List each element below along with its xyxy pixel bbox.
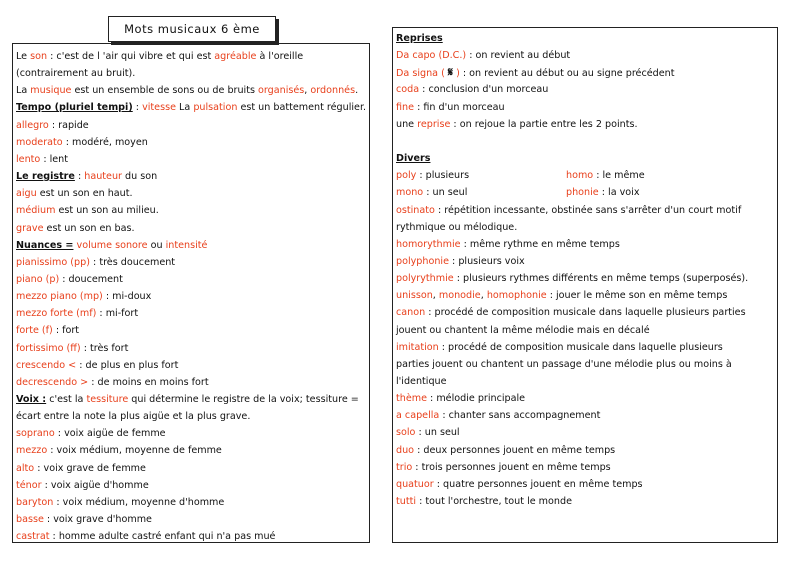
text-line — [396, 116, 638, 133]
term: reprise — [417, 118, 451, 130]
text-line — [396, 424, 460, 441]
term: musique — [30, 85, 72, 97]
text-line — [16, 408, 250, 425]
text-segment: : même rythme en même temps — [460, 238, 620, 250]
text-segment: : lent — [40, 153, 69, 165]
text-segment: : — [74, 171, 85, 183]
term: médium — [16, 205, 56, 217]
term: fortissimo (ff) — [16, 342, 81, 354]
text-line — [16, 460, 146, 477]
text-segment: (contrairement au bruit). — [16, 68, 136, 80]
text-segment: : fort — [52, 325, 80, 337]
text-line — [396, 81, 548, 98]
text-segment: : on rejoue la partie entre les 2 points. — [450, 118, 638, 130]
text-segment: : le même — [593, 170, 645, 182]
text-segment: , — [304, 85, 311, 97]
text-segment: : trois personnes jouent en même temps — [412, 461, 611, 473]
text-line — [396, 253, 525, 270]
term: mezzo piano (mp) — [16, 291, 103, 303]
text-segment: : rapide — [48, 119, 89, 131]
section-heading: Divers — [396, 153, 431, 165]
text-segment: : voix médium, moyenne de femme — [47, 445, 222, 457]
text-segment: l'identique — [396, 376, 447, 387]
text-line — [16, 391, 359, 408]
term: solo — [396, 427, 416, 439]
text-line — [16, 151, 68, 168]
text-segment: jouent ou chantent la même mélodie mais en décalé — [396, 324, 650, 336]
term: duo — [396, 444, 415, 456]
term: homorythmie — [396, 238, 461, 250]
text-segment: : chanter sans accompagnement — [439, 410, 601, 422]
text-line — [16, 65, 135, 82]
text-segment: est un battement régulier. — [237, 102, 367, 114]
text-line — [396, 476, 643, 493]
text-line — [16, 237, 207, 254]
term: ) — [453, 68, 460, 80]
segno-icon: 𝄋 — [447, 65, 454, 80]
term: crescendo < — [16, 359, 77, 371]
right-column — [392, 27, 778, 543]
text-line — [396, 287, 727, 304]
text-segment: : voix médium, moyenne d'homme — [53, 496, 225, 508]
term: son — [30, 51, 48, 62]
text-segment: Le — [16, 51, 31, 62]
term: unisson — [396, 290, 433, 302]
term: moderato — [16, 136, 63, 148]
text-line — [396, 493, 572, 510]
text-segment: La — [16, 85, 31, 97]
text-segment: : jouer le même son en même temps — [546, 290, 728, 302]
term: agréable — [214, 51, 257, 62]
text-line — [396, 99, 505, 116]
term: mezzo — [16, 445, 48, 457]
term: mezzo forte (mf) — [16, 308, 97, 320]
text-segment: : homme adulte castré enfant qui n'a pas mué — [49, 531, 276, 543]
text-line — [16, 185, 133, 202]
text-segment: : doucement — [59, 273, 123, 285]
text-line — [396, 30, 443, 47]
term: tessiture — [86, 394, 129, 405]
text-segment: , — [480, 290, 487, 302]
text-segment: : la voix — [598, 187, 640, 199]
text-segment: : on revient au début — [466, 50, 571, 62]
text-segment: : mi-fort — [96, 308, 139, 320]
text-segment: est un son en bas. — [43, 222, 135, 234]
section-heading: Reprises — [396, 33, 443, 44]
text-segment: est un ensemble de sons ou de bruits — [71, 85, 259, 97]
text-line — [396, 202, 741, 219]
text-line — [396, 322, 650, 339]
text-line — [396, 356, 732, 373]
text-segment: : procédé de composition musicale dans laquelle plusieurs — [438, 341, 723, 353]
text-segment: La — [175, 102, 194, 114]
text-segment: : quatre personnes jouent en même temps — [433, 478, 643, 490]
section-heading: Voix : — [16, 394, 47, 405]
text-line — [16, 494, 224, 511]
text-line — [396, 270, 748, 287]
term: tutti — [396, 496, 417, 508]
term: soprano — [16, 428, 55, 440]
text-segment: une — [396, 118, 418, 130]
text-segment: : — [132, 102, 143, 114]
term: baryton — [16, 496, 54, 508]
text-line — [396, 150, 430, 167]
text-line — [396, 64, 674, 81]
text-line — [16, 477, 149, 494]
term: pianissimo (pp) — [16, 256, 90, 268]
text-segment: . — [355, 85, 359, 97]
text-line — [396, 167, 469, 184]
term: castrat — [16, 531, 50, 543]
text-segment: : un seul — [415, 427, 460, 439]
term: a capella — [396, 410, 440, 422]
term: ostinato — [396, 204, 435, 216]
text-line — [16, 117, 89, 134]
term: aigu — [16, 188, 37, 200]
text-line — [16, 168, 157, 185]
text-segment: : voix grave d'homme — [43, 514, 152, 526]
term: piano (p) — [16, 273, 60, 285]
term: ordonnés — [310, 85, 356, 97]
text-line — [16, 99, 366, 116]
text-line — [16, 288, 151, 305]
section-heading: Nuances = — [16, 239, 74, 251]
text-line — [16, 340, 128, 357]
text-line — [396, 236, 620, 253]
term: thème — [396, 393, 427, 405]
text-line — [566, 184, 640, 201]
text-segment: : de moins en moins fort — [88, 376, 209, 388]
term: canon — [396, 307, 426, 319]
text-line — [396, 442, 615, 459]
text-segment: : mélodie principale — [427, 393, 526, 405]
text-segment: : voix aigüe d'homme — [41, 479, 149, 491]
text-line — [16, 48, 303, 65]
term: polyphonie — [396, 255, 449, 267]
text-line — [396, 47, 570, 64]
term: hauteur — [84, 171, 122, 183]
text-segment: : deux personnes jouent en même temps — [414, 444, 616, 456]
text-line — [16, 425, 166, 442]
term: homo — [566, 170, 594, 182]
term: quatuor — [396, 478, 434, 490]
text-segment: : plusieurs voix — [449, 255, 525, 267]
term: Da capo (D.C.) — [396, 50, 467, 62]
text-segment: : tout l'orchestre, tout le monde — [416, 496, 572, 508]
text-segment: ou — [147, 239, 166, 251]
term: mono — [396, 187, 424, 199]
text-line — [566, 167, 645, 184]
text-line — [16, 322, 79, 339]
text-segment: écart entre la note la plus aigüe et la plus grave. — [16, 411, 251, 423]
text-line — [16, 202, 159, 219]
text-segment: : modéré, moyen — [62, 136, 148, 148]
term: alto — [16, 462, 35, 474]
text-segment: , — [432, 290, 439, 302]
term: imitation — [396, 341, 439, 353]
term: ténor — [16, 479, 42, 491]
text-line — [396, 459, 611, 476]
term: poly — [396, 170, 417, 182]
text-segment: : un seul — [423, 187, 468, 199]
term: monodie — [438, 290, 481, 302]
term: basse — [16, 514, 44, 526]
text-segment: : on revient au début ou au signe précédent — [459, 68, 675, 80]
term: intensité — [165, 239, 208, 251]
text-line — [16, 254, 175, 271]
section-heading: Tempo (pluriel tempi) — [16, 102, 133, 114]
text-segment: : voix aigüe de femme — [54, 428, 166, 440]
text-line — [16, 374, 209, 391]
text-line — [396, 304, 746, 321]
text-line — [396, 373, 447, 390]
text-segment: c'est la — [46, 394, 87, 405]
text-segment: : plusieurs rythmes différents en même temps (superposés). — [453, 273, 749, 285]
text-segment: rythmique ou mélodique. — [396, 221, 518, 233]
text-segment: : c'est de l 'air qui vibre et qui est — [47, 51, 215, 62]
term: volume sonore — [76, 239, 148, 251]
text-line — [396, 184, 467, 201]
text-segment: : fin d'un morceau — [414, 101, 505, 113]
text-segment: : voix grave de femme — [34, 462, 146, 474]
term: grave — [16, 222, 44, 234]
text-line — [16, 442, 222, 459]
text-segment: du son — [121, 171, 158, 183]
text-line — [396, 339, 723, 356]
page-title: Mots musicaux 6 ème — [108, 16, 276, 42]
text-line — [396, 407, 600, 424]
text-line — [16, 134, 148, 151]
text-segment: : répétition incessante, obstinée sans s'arrêter d'un court motif — [434, 204, 742, 216]
text-segment: à l'oreille — [256, 51, 304, 62]
text-segment: est un son en haut. — [36, 188, 133, 200]
text-line — [396, 390, 525, 407]
term: trio — [396, 461, 413, 473]
section-heading: Le registre — [16, 171, 75, 183]
text-line — [16, 271, 123, 288]
term: phonie — [566, 187, 599, 199]
term: lento — [16, 153, 41, 165]
term: Da signa ( — [396, 68, 448, 80]
term: fine — [396, 101, 415, 113]
text-segment: : conclusion d'un morceau — [419, 84, 549, 96]
text-line — [16, 528, 275, 545]
term: homophonie — [486, 290, 547, 302]
text-segment: : procédé de composition musicale dans laquelle plusieurs parties — [425, 307, 746, 319]
text-segment: qui détermine le registre de la voix; tessiture = — [128, 394, 359, 405]
text-segment: parties jouent ou chantent un passage d'une mélodie plus ou moins à — [396, 358, 732, 370]
term: pulsation — [193, 102, 238, 114]
term: organisés — [258, 85, 305, 97]
text-segment: : plusieurs — [416, 170, 470, 182]
text-line — [396, 219, 517, 236]
left-column — [12, 43, 370, 543]
text-line — [16, 220, 135, 237]
term: decrescendo > — [16, 376, 89, 388]
text-line — [16, 357, 178, 374]
term: allegro — [16, 119, 49, 131]
term: coda — [396, 84, 420, 96]
text-segment: : de plus en plus fort — [76, 359, 179, 371]
text-segment: : très doucement — [89, 256, 176, 268]
text-segment: est un son au milieu. — [55, 205, 159, 217]
term: forte (f) — [16, 325, 53, 337]
term: vitesse — [142, 102, 176, 114]
text-segment: : mi-doux — [102, 291, 152, 303]
term: polyrythmie — [396, 273, 454, 285]
text-segment: : très fort — [80, 342, 129, 354]
text-line — [16, 511, 152, 528]
text-line — [16, 305, 138, 322]
text-line — [16, 82, 358, 99]
